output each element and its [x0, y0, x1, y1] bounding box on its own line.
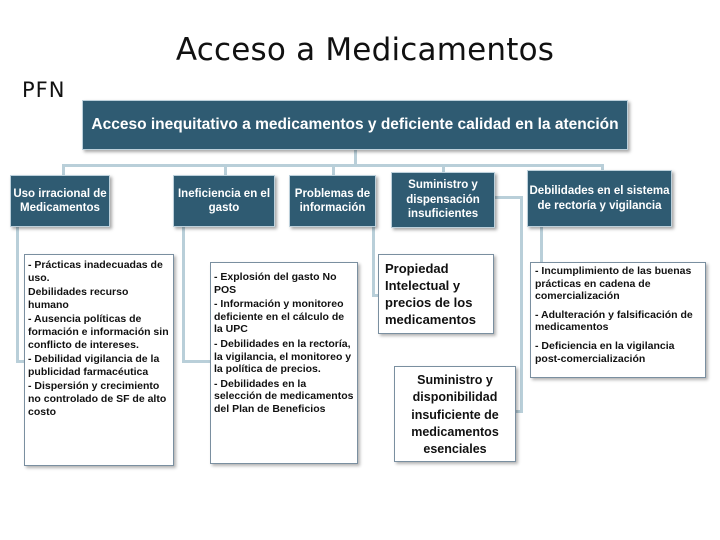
connector-cat4-h-top — [495, 196, 523, 199]
detail-uso-irracional — [24, 254, 174, 466]
category-uso-irracional: Uso irracional de Medicamentos — [10, 175, 110, 227]
root-problem-box: Acceso inequitativo a medicamentos y deficiente calidad en la atención — [82, 100, 628, 150]
connector-cat4-v — [520, 196, 523, 412]
detail-propiedad-intelectual: Propiedad Intelectual y precios de los medicamentos — [378, 254, 494, 334]
connector-cat5-v — [540, 226, 543, 264]
connector-cat1-detail — [16, 226, 19, 362]
category-rectoria-vigilancia: Debilidades en el sistema de rectoría y vigilancia — [527, 170, 672, 227]
connector-cat3-v — [372, 226, 375, 296]
detail-item: - Debilidades en la rectoría, la vigilancia, el monitoreo y la política de precios. — [214, 337, 352, 376]
connector-cat2-detail — [182, 226, 185, 362]
detail-item: - Adulteración y falsificación de medicamentos — [535, 308, 693, 334]
detail-rectoria — [530, 262, 706, 378]
detail-item: - Debilidad vigilancia de la publicidad farmacéutica — [28, 353, 160, 378]
detail-item: - Información y monitoreo deficiente en el cálculo de la UPC — [214, 298, 345, 336]
detail-item: - Deficiencia en la vigilancia post-comercialización — [535, 339, 675, 365]
category-suministro-dispensacion: Suministro y dispensación insuficientes — [391, 172, 495, 228]
detail-item: Debilidades recurso humano — [28, 286, 129, 311]
pfn-label: PFN — [22, 78, 66, 102]
category-ineficiencia-gasto: Ineficiencia en el gasto — [173, 175, 275, 227]
detail-item: - Debilidades en la selección de medicamentos del Plan de Beneficios — [214, 377, 354, 415]
category-problemas-informacion: Problemas de información — [289, 175, 376, 227]
slide-title: Acceso a Medicamentos — [175, 32, 555, 68]
detail-item: - Ausencia políticas de formación e información sin conflicto de intereses. — [28, 313, 169, 351]
detail-item: - Incumplimiento de las buenas prácticas en cadena de comercialización — [535, 265, 692, 303]
connector-cat2-detail-h — [182, 360, 211, 363]
detail-suministro-disponibilidad: Suministro y disponibilidad insuficiente de medicamentos esenciales — [394, 366, 516, 462]
detail-item: - Dispersión y crecimiento no controlado de SF de alto costo — [28, 380, 167, 418]
detail-ineficiencia — [210, 262, 358, 464]
detail-item: - Explosión del gasto No POS — [214, 271, 337, 296]
detail-item: - Prácticas inadecuadas de uso. — [28, 259, 163, 284]
